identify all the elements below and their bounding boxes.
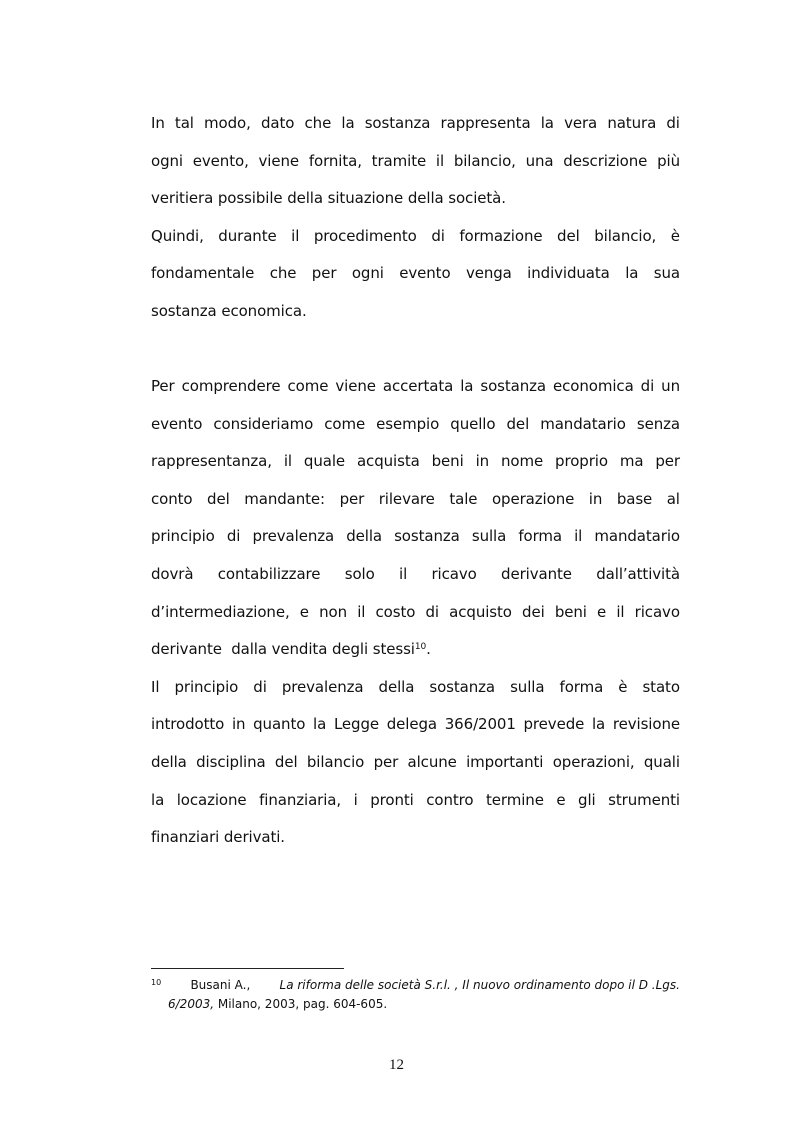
word: di — [226, 527, 241, 546]
word: tal — [174, 114, 194, 132]
word: evento — [151, 414, 203, 433]
word: il — [616, 602, 625, 621]
word: la — [591, 715, 606, 734]
word: il — [357, 602, 366, 621]
footnote-publication: Milano, 2003, pag. 604-605. — [217, 997, 388, 1011]
word: locazione — [176, 790, 247, 809]
word: e — [597, 602, 607, 621]
word: comprendere — [181, 377, 281, 395]
word: solo — [344, 564, 375, 583]
word: alcune — [407, 752, 457, 771]
word: pronti — [370, 790, 414, 809]
text-line — [151, 143, 680, 181]
word: di — [425, 602, 439, 621]
word: il — [435, 151, 445, 170]
word: sostanza — [429, 677, 496, 696]
text-line — [151, 368, 680, 406]
word: stato — [642, 677, 680, 696]
punctuation: . — [426, 640, 431, 659]
footnote-title-cont: 6/2003, — [168, 997, 215, 1011]
word: di — [666, 114, 680, 132]
text-line — [151, 406, 680, 444]
word: della — [378, 677, 415, 696]
word: sostanza — [480, 377, 547, 395]
word: accertata — [382, 377, 454, 395]
word: in — [588, 489, 603, 508]
word: venga — [465, 264, 512, 283]
word: ogni — [151, 151, 183, 170]
word: esempio — [376, 414, 440, 433]
word: d’intermediazione, — [151, 602, 290, 621]
word: descrizione — [563, 151, 648, 170]
word: derivante — [501, 564, 572, 583]
word: il — [574, 527, 583, 546]
word: sostanza — [394, 527, 460, 546]
text-line-content: derivante dalla vendita degli stessi — [151, 640, 415, 659]
word: Il — [151, 677, 160, 696]
text-line — [151, 255, 680, 293]
word: mandatario — [540, 414, 626, 433]
text-line — [151, 706, 680, 744]
main-text-top — [151, 105, 680, 331]
word: dato — [260, 114, 295, 132]
word: la — [341, 114, 355, 132]
word: strumenti — [608, 790, 680, 809]
word: forma — [559, 677, 604, 696]
word: che — [269, 264, 297, 283]
word: per — [655, 452, 680, 471]
word: di — [253, 677, 267, 696]
word: ricavo — [634, 602, 680, 621]
word: evento — [399, 264, 451, 283]
word: la — [313, 715, 327, 734]
word: prevalenza — [281, 677, 364, 696]
word: il — [291, 226, 300, 245]
text-line: sostanza economica. — [151, 301, 307, 320]
word: importanti — [466, 752, 544, 771]
text-line — [151, 669, 680, 707]
word: del — [506, 414, 530, 433]
word: sulla — [510, 677, 545, 696]
word: della — [151, 752, 187, 771]
word: quale — [303, 452, 346, 471]
word: prevede — [523, 715, 585, 734]
footnote-reference[interactable]: 10 — [414, 642, 427, 653]
word: della — [346, 527, 382, 546]
word: modo, — [204, 114, 251, 132]
text-line: finanziari derivati. — [151, 828, 285, 847]
word: quali — [643, 752, 680, 771]
word: una — [525, 151, 554, 170]
text-line — [151, 518, 680, 556]
word: ma — [619, 452, 644, 471]
word: acquista — [356, 452, 420, 471]
word: in — [231, 715, 246, 734]
word: proprio — [555, 452, 608, 471]
word: operazioni, — [552, 752, 635, 771]
word: rappresentanza, — [151, 452, 272, 471]
word: la — [151, 790, 165, 809]
word: in — [475, 452, 490, 471]
text-line — [151, 443, 680, 481]
word: evento, — [192, 151, 249, 170]
word: beni — [554, 602, 587, 621]
text-line — [151, 481, 680, 519]
word: dovrà — [151, 564, 194, 583]
word: principio — [151, 527, 215, 546]
word: durante — [218, 226, 277, 245]
word: sostanza — [364, 114, 431, 132]
word: la — [625, 264, 639, 283]
word: tale — [449, 489, 478, 508]
word: disciplina — [196, 752, 266, 771]
word: bilancio, — [594, 226, 657, 245]
word: quanto — [253, 715, 306, 734]
word: bilancio — [306, 752, 365, 771]
word: beni — [431, 452, 464, 471]
word: fondamentale — [151, 264, 255, 283]
word: per — [373, 752, 399, 771]
word: consideriamo — [213, 414, 314, 433]
footnote-separator — [151, 968, 344, 969]
word: conto — [151, 489, 193, 508]
word: individuata — [527, 264, 610, 283]
word: In — [151, 114, 165, 132]
word: il — [283, 452, 292, 471]
word: rilevare — [378, 489, 435, 508]
word: principio — [174, 677, 239, 696]
word: un — [661, 377, 680, 395]
word: il — [399, 564, 408, 583]
word: viene — [335, 377, 376, 395]
word: di — [431, 226, 445, 245]
footnote-author: Busani A., — [190, 978, 251, 992]
word: Per — [151, 377, 175, 395]
word: termine — [486, 790, 544, 809]
text-line — [151, 782, 680, 820]
text-line — [151, 631, 680, 669]
word: mandatario — [594, 527, 680, 546]
text-line: veritiera possibile della situazione della società. — [151, 189, 506, 208]
word: la — [540, 114, 554, 132]
word: economica — [553, 377, 634, 395]
word: e — [299, 602, 309, 621]
word: 366/2001 — [444, 715, 516, 734]
word: dei — [522, 602, 545, 621]
word: e — [556, 790, 566, 809]
main-text-bottom — [151, 368, 680, 857]
word: operazione — [491, 489, 575, 508]
word: che — [304, 114, 332, 132]
footnote-number: 10 — [151, 978, 162, 987]
word: tramite — [371, 151, 427, 170]
word: Quindi, — [151, 226, 204, 245]
word: procedimento — [313, 226, 417, 245]
word: al — [666, 489, 680, 508]
word: gli — [578, 790, 596, 809]
word: contabilizzare — [217, 564, 321, 583]
text-line — [151, 556, 680, 594]
word: come — [287, 377, 329, 395]
word: è — [670, 226, 680, 245]
word: i — [353, 790, 358, 809]
text-line — [151, 218, 680, 256]
word: finanziaria, — [259, 790, 342, 809]
word: è — [618, 677, 628, 696]
word: ricavo — [431, 564, 477, 583]
word: sua — [653, 264, 680, 283]
word: delega — [386, 715, 438, 734]
word: del — [274, 752, 298, 771]
word: mandante: — [244, 489, 326, 508]
word: costo — [375, 602, 416, 621]
word: vera — [564, 114, 598, 132]
word: come — [324, 414, 366, 433]
word: per — [339, 489, 365, 508]
word: ogni — [351, 264, 384, 283]
word: formazione — [459, 226, 543, 245]
word: del — [207, 489, 230, 508]
text-line — [151, 594, 680, 632]
footnote-line — [151, 995, 680, 1014]
word: bilancio, — [453, 151, 516, 170]
text-line — [151, 744, 680, 782]
word: senza — [636, 414, 680, 433]
text-line — [151, 105, 680, 143]
word: viene — [258, 151, 300, 170]
word: base — [616, 489, 653, 508]
word: non — [319, 602, 348, 621]
word: introdotto — [151, 715, 225, 734]
word: di — [640, 377, 655, 395]
footnote — [151, 976, 680, 1014]
word: revisione — [612, 715, 680, 734]
word: sulla — [471, 527, 507, 546]
word: prevalenza — [252, 527, 335, 546]
word: rappresenta — [440, 114, 531, 132]
word: per — [311, 264, 337, 283]
word: fornita, — [308, 151, 362, 170]
footnote-title: La riforma delle società S.r.l. , Il nuovo ordinamento dopo il D .Lgs. — [279, 978, 680, 992]
word: quello — [450, 414, 496, 433]
word: la — [460, 377, 474, 395]
word: Legge — [333, 715, 380, 734]
word: contro — [426, 790, 474, 809]
word: del — [557, 226, 580, 245]
word: forma — [518, 527, 562, 546]
word: natura — [607, 114, 657, 132]
word: acquisto — [449, 602, 512, 621]
footnote-line — [151, 976, 680, 995]
word: nome — [500, 452, 544, 471]
word: dall’attività — [596, 564, 680, 583]
word: più — [657, 151, 680, 170]
page-number: 12 — [389, 1057, 404, 1073]
